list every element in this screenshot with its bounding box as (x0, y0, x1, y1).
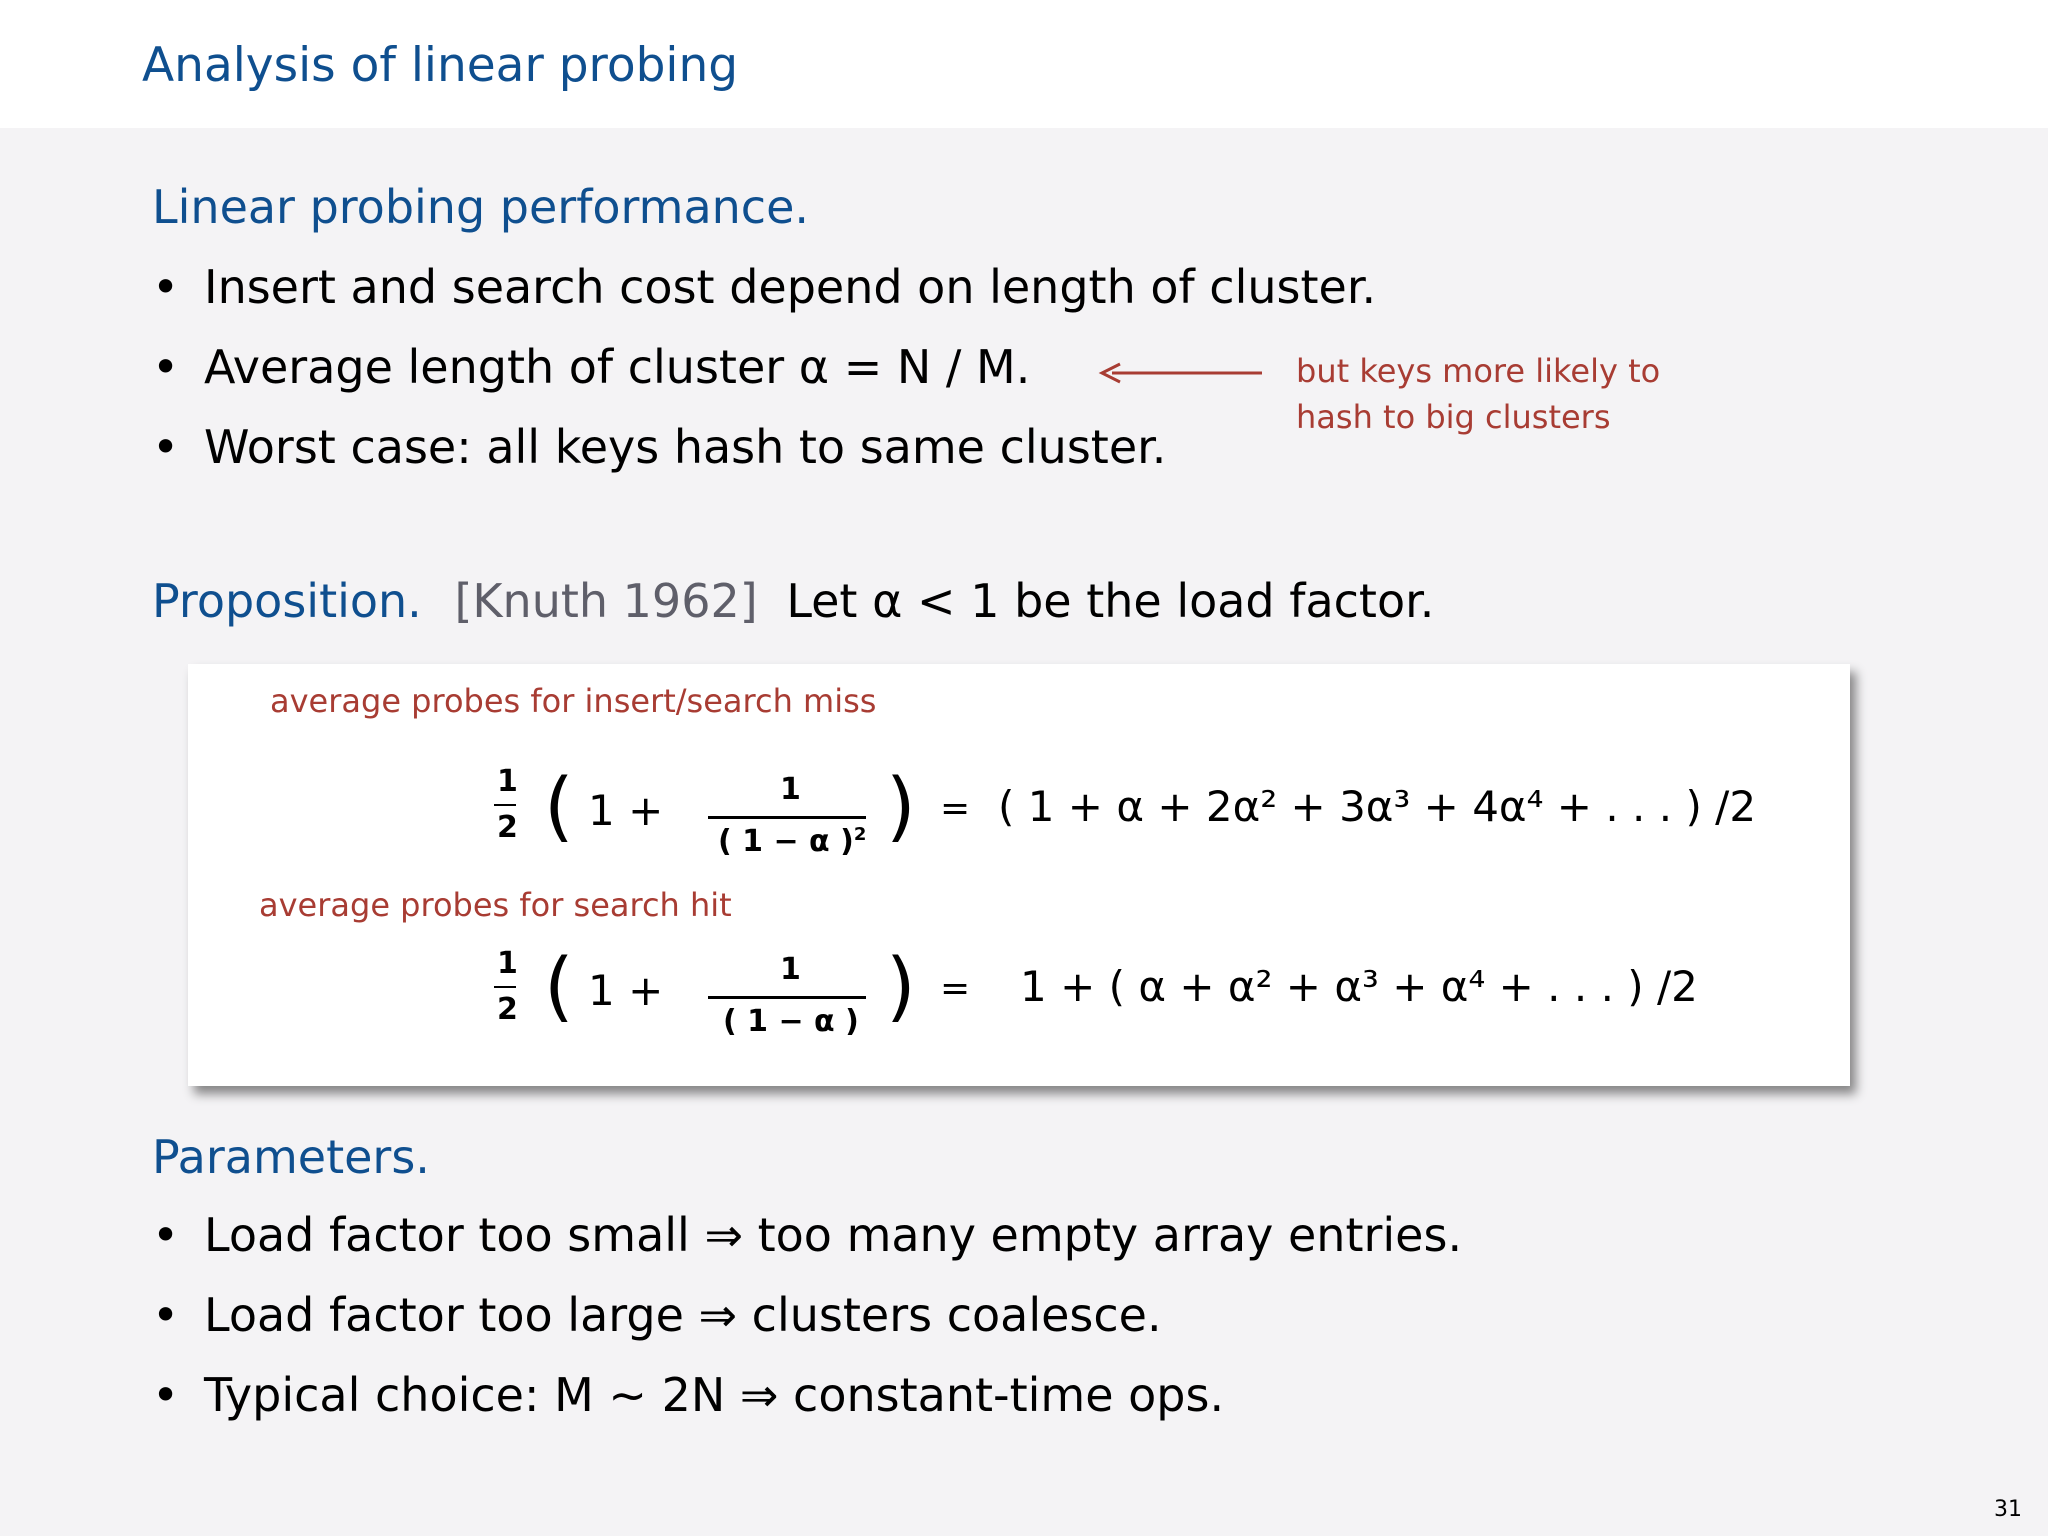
close-paren: ) (886, 761, 916, 850)
half-numerator: 1 (497, 946, 518, 981)
fraction-bar (708, 996, 866, 999)
bullet-item: • Typical choice: M ~ 2N ⇒ constant-time ops. (152, 1368, 1225, 1422)
proposition-heading: Proposition. (152, 574, 422, 628)
open-paren: ( (544, 941, 574, 1030)
half-fraction-bar (494, 986, 516, 988)
close-paren: ) (886, 941, 916, 1030)
bullet-item: • Insert and search cost depend on length of cluster. (152, 260, 1377, 314)
fraction-bar (708, 816, 866, 819)
equals-sign: = (940, 968, 971, 1009)
fraction-numerator: 1 (780, 952, 801, 987)
fraction-denominator: ( 1 − α )$^2$ (718, 824, 867, 859)
fraction-denominator: ( 1 − α ) (723, 1004, 859, 1039)
half-denominator: 2 (497, 992, 518, 1027)
half-numerator: 1 (497, 764, 518, 799)
one-plus: 1 + (588, 966, 664, 1015)
one-plus: 1 + (588, 786, 664, 835)
slide-title: Analysis of linear probing (142, 38, 739, 93)
bullet-item: • Load factor too large ⇒ clusters coalesce. (152, 1288, 1162, 1342)
miss-series: ( 1 + α + 2α² + 3α³ + 4α⁴ + . . . ) /2 (998, 782, 1757, 831)
bullet-item: • Average length of cluster α = N / M. (152, 340, 1031, 394)
miss-label: average probes for insert/search miss (270, 682, 877, 720)
citation: [Knuth 1962] (454, 574, 758, 628)
formula-box (188, 664, 1850, 1086)
hit-series: 1 + ( α + α² + α³ + α⁴ + . . . ) /2 (1020, 962, 1698, 1011)
bullet-item: • Load factor too small ⇒ too many empty array entries. (152, 1208, 1463, 1262)
bullet-item: • Worst case: all keys hash to same cluster. (152, 420, 1167, 474)
section-heading-performance: Linear probing performance. (152, 180, 810, 234)
equals-sign: = (940, 788, 971, 829)
annotation-note: but keys more likely to hash to big clusters (1296, 352, 1661, 436)
hit-label: average probes for search hit (259, 886, 732, 924)
proposition-statement: Let α < 1 be the load factor. (786, 574, 1435, 628)
section-heading-parameters: Parameters. (152, 1130, 430, 1184)
open-paren: ( (544, 761, 574, 850)
left-arrow-icon (1098, 358, 1262, 388)
half-fraction-bar (494, 804, 516, 806)
fraction-numerator: 1 (780, 772, 801, 807)
page-number: 31 (1994, 1497, 2022, 1522)
proposition-line (152, 574, 1434, 628)
half-denominator: 2 (497, 810, 518, 845)
